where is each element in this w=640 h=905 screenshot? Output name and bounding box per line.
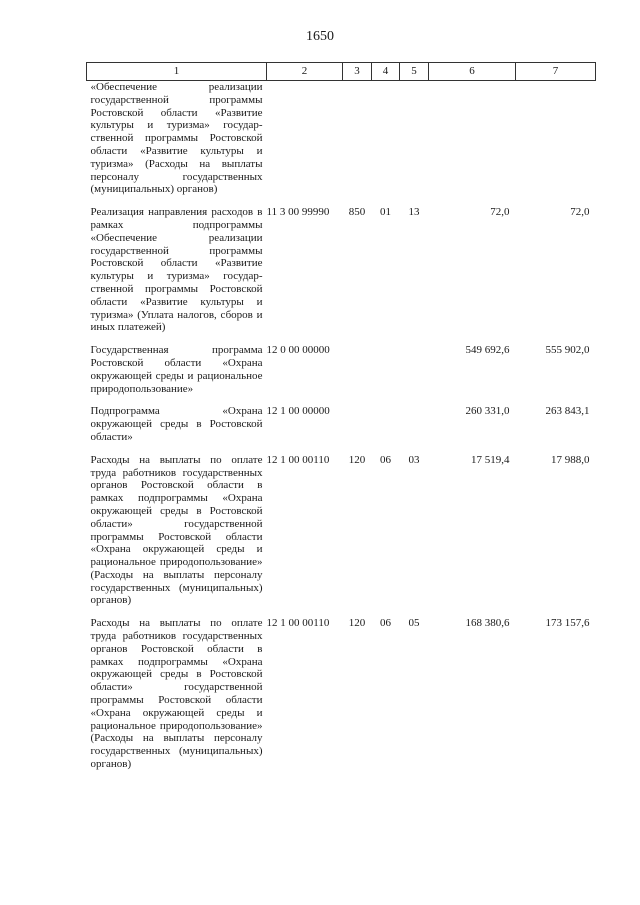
section [372,81,400,207]
target-code: 12 1 00 00110 [266,453,330,466]
column-header: 5 [400,63,429,81]
section [372,405,400,453]
column-header: 6 [429,63,516,81]
target-code: 12 1 00 00110 [266,617,330,630]
column-header: 2 [267,63,343,81]
budget-table [86,62,596,781]
column-header: 7 [516,63,596,81]
row-name: Реализация направления расходов в рамках подпрограммы «Обеспечение реализации государственной программы Ростовской области «Развитие культуры и туризма» государственной программы Ростовской области «Развитие культуры и туризма» (Уплата налогов, сборов и иных платежей) [90,206,263,334]
expense-type [343,344,372,405]
expense-type: 850 [348,206,366,219]
subsection: 03 [408,453,420,466]
section: 06 [380,453,391,466]
row-name: Государственная программа Ростовской области «Охрана окружающей среды и рациональное природопользование» [90,344,263,395]
column-header: 3 [343,63,372,81]
subsection [400,81,429,207]
table-row [87,81,596,207]
section: 01 [380,206,391,219]
amount-col6: 17 519,4 [471,453,510,466]
column-header: 4 [372,63,400,81]
expense-type: 120 [348,453,366,466]
row-name: «Обеспечение реализации государственной программы Ростовской области «Развитие культуры и туризма» государственной программы Ростовской области «Развитие культуры и туризма» (Расходы на выплаты персоналу государственных (муниципальных) органов) [90,81,263,196]
target-code: 12 1 00 00000 [266,405,330,418]
subsection: 05 [408,617,420,630]
table-row [87,405,596,453]
header-row [87,63,596,81]
amount-col7 [516,81,596,207]
subsection [400,344,429,405]
row-name: Расходы на выплаты по оплате труда работников государственных органов Ростовской области в рамках подпрограммы «Охрана окружающей среды в Ростовской области» государственной программы Ростовской области «Охрана окружающей среды и рациональное природопользование» (Расходы на выплаты персоналу государственных (муниципальных) органов) [90,617,263,771]
amount-col6: 549 692,6 [465,344,510,357]
subsection [400,405,429,453]
amount-col7: 263 843,1 [545,405,590,418]
section: 06 [380,617,391,630]
column-header: 1 [87,63,267,81]
amount-col7: 72,0 [570,206,590,219]
amount-col6: 260 331,0 [465,405,510,418]
target-code: 12 0 00 00000 [266,344,330,357]
amount-col6: 168 380,6 [465,617,510,630]
amount-col7: 17 988,0 [551,453,590,466]
expense-type [343,81,372,207]
expense-type: 120 [348,617,366,630]
subsection: 13 [408,206,420,219]
table-row [87,617,596,781]
amount-col6 [429,81,516,207]
amount-col7: 173 157,6 [545,617,590,630]
row-name: Расходы на выплаты по оплате труда работников государственных органов Ростовской области в рамках подпрограммы «Охрана окружающей среды в Ростовской области» государственной программы Ростовской области «Охрана окружающей среды и рациональное природопользование» (Расходы на выплаты персоналу государственных (муниципальных) органов) [90,453,263,607]
page-number: 1650 [306,29,334,44]
expense-type [343,405,372,453]
table-row [87,344,596,405]
target-code [267,81,343,207]
target-code: 11 3 00 99990 [266,206,330,219]
row-name: Подпрограмма «Охрана окружающей среды в Ростовской области» [90,405,263,443]
table-row [87,454,596,618]
amount-col6: 72,0 [490,206,510,219]
table-row [87,206,596,344]
amount-col7: 555 902,0 [545,344,590,357]
section [372,344,400,405]
